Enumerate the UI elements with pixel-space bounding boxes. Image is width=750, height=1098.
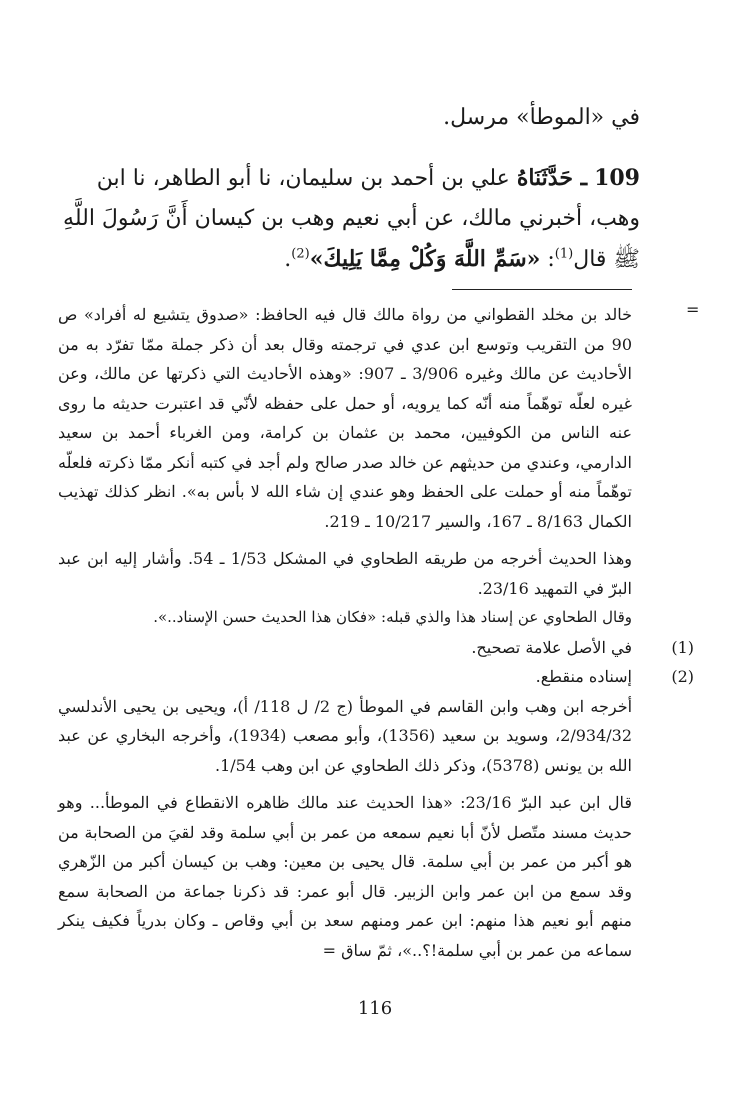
- footnote-ref-1[interactable]: (1): [554, 246, 574, 262]
- continuation-mark-bottom: =: [322, 940, 337, 960]
- note-paragraph-khalid: خالد بن مخلد القطواني من رواة مالك قال فيه الحافظ: «صدوق يتشيع له أفراد» ص 90 من التقريب وتوسع ابن عدي في ترجمته وقال بعد أن ذكر جملة ممّا تفرّد به من الأحاديث عن مالك وغيره 3/906 ـ 907: «وهذه الأحاديث التي ذكرتها عن مالك، وعن غيره لعلّه توهّماً منه أنّه كما يرويه، أو حمل على حفظه لأنّي قد اعتبرت حديثه ما روى عنه الناس من الكوفيين، محمد بن عثمان بن كرامة، ومن الغرباء أحمد بن سعيد الدارمي، وعندي من حديثهم عن خالد صدر صالح ولم أجد في كتبه أنكر ممّا ذكرته فلعلّه توهّماً منه أو حملت على الحفظ وهو عندي إن شاء الله لا بأس به». انظر كذلك تهذيب الكمال 8/163 ـ 167، والسير 10/217 ـ 219.: [58, 305, 633, 531]
- footnote-1-number: (1): [671, 637, 694, 657]
- hadith-109-paragraph: [46, 158, 640, 280]
- footnotes-area: [58, 300, 694, 965]
- sentence-end: .: [284, 247, 292, 272]
- footnote-2: [58, 662, 694, 692]
- note-paragraph-tahawi: وهذا الحديث أخرجه من طريقه الطحاوي في المشكل 1/53 ـ 54. وأشار إليه ابن عبد البرّ في التمهيد 23/16.: [58, 549, 633, 598]
- footnote-1: [58, 633, 694, 663]
- hadith-number: 109: [594, 165, 640, 191]
- hadith-isnad: علي بن أحمد بن سليمان، نا أبو الطاهر، نا ابن وهب، أخبرني مالك، عن أبي نعيم وهب بن كيسان أَنَّ رَسُولَ اللَّهِ ﷺ قال: [63, 166, 640, 272]
- footnote-2-text: إسناده منقطع.: [535, 667, 632, 686]
- hadith-intro: ـ حَدَّثَنَاهُ: [516, 165, 588, 191]
- note-paragraph-takhrij: أخرجه ابن وهب وابن القاسم في الموطأ (ج 2/ ل 118/ أ)، ويحيى بن يحيى الأندلسي 2/934/32، وسويد بن سعيد (1356)، وأبو مصعب (1934)، وأخرجه البخاري عن عبد الله بن يونس (5378)، وذكر ذلك الطحاوي عن ابن وهب 1/54.: [58, 696, 633, 775]
- footnote-divider: [452, 289, 632, 290]
- note-text: قال ابن عبد البرّ 23/16: «هذا الحديث عند مالك ظاهره الانقطاع في الموطأ... وهو حديث مسند متّصل لأنّ أبا نعيم سمعه من عمر بن أبي سلمة وقد لقيَ من الصحابة من هو أكبر من عمر بن أبي سلمة. قال يحيى بن معين: وهب بن كيسان أكبر من الزّهري وقد سمع من ابن عمر وابن الزبير. قال أبو عمر: قد ذكرنا جماعة من الصحابة سمع منهم أبو نعيم هذا منهم: ابن عمر ومنهم سعد بن أبي وقاص ـ وكان بدرياً فكيف ينكر سماعه من عمر بن أبي سلمة!؟..»، ثمّ ساق: [58, 793, 633, 960]
- hadith-matn: «سَمِّ اللَّهَ وَكُلْ مِمَّا يَلِيكَ»: [309, 246, 541, 272]
- page-number: 116: [357, 998, 393, 1019]
- main-text-opening-line: [46, 98, 640, 138]
- continuation-mark-top: =: [686, 300, 700, 319]
- note-paragraph-tahawi-quote: وقال الطحاوي عن إسناد هذا والذي قبله: «فكان هذا الحديث حسن الإسناد..».: [153, 608, 632, 626]
- footnote-2-number: (2): [671, 667, 694, 686]
- footnote-ref-2[interactable]: (2): [291, 246, 310, 262]
- colon: :: [540, 247, 555, 272]
- main-text-line: في «الموطأ» مرسل.: [443, 105, 640, 130]
- note-paragraph-ibn-abd-al-barr: [58, 788, 632, 965]
- footnote-1-text: في الأصل علامة تصحيح.: [471, 637, 632, 657]
